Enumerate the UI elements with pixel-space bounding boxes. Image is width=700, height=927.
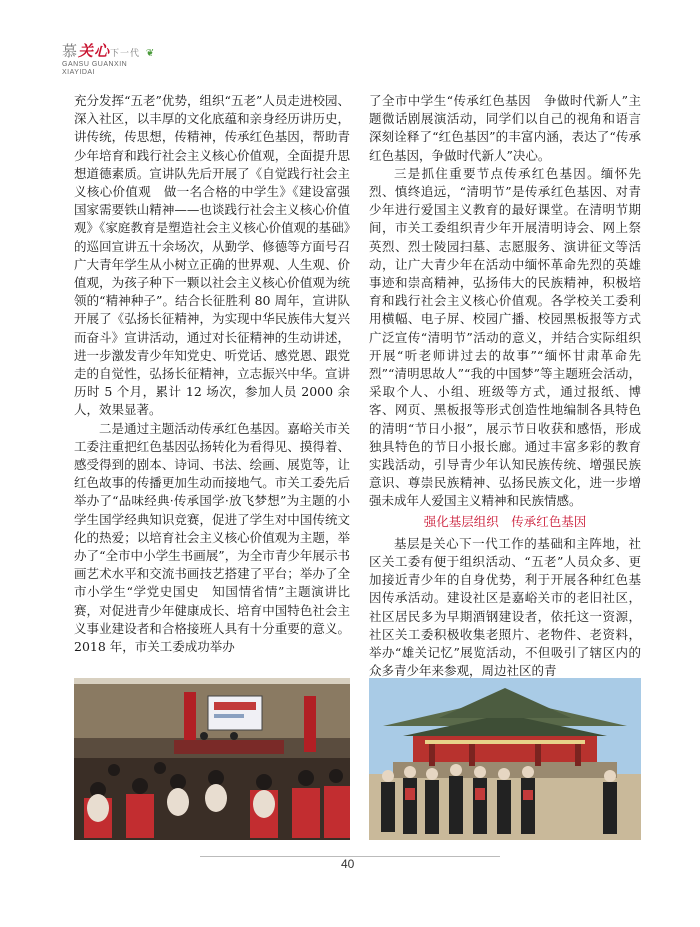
masthead-sub1: GANSU GUANXIN [62, 61, 128, 68]
masthead-title-char: 慕 [62, 42, 79, 60]
left-column [74, 92, 350, 656]
page-number: 40 [341, 857, 355, 871]
right-column [369, 92, 641, 681]
left-paragraph-1: 充分发挥“五老”优势，组织“五老”人员走进校园、深入社区，以丰厚的文化底蕴和亲身经历讲历史，讲传统，传思想，传精神，传承红色基因，帮助青少年培育和践行社会主义核心价值观，全面提升思想道德素质。宣讲队先后开展了《自觉践行社会主义核心价值观 做一名合格的中学生》《建设富强国家需要铁山精神——也谈践行社会主义核心价值观》《家庭教育是塑造社会主义核心价值观的基础》的巡回宣讲五十余场次，从勤学、修德等方面号召广大青年学生从小树立正确的世界观、人生观、价值观，为孩子种下一颗以社会主义核心价值观为统领的“精神种子”。结合长征胜利 80 周年，宣讲队开展了《弘扬长征精神，为实现中华民族伟大复兴而奋斗》宣讲活动，通过对长征精神的生动讲述，进一步激发青少年知党史、听党话、感党恩、跟党走的自觉性，弘扬长征精神，立志振兴中华。宣讲历时 5 个月，累计 12 场次，参加人员 2000 余人，效果显著。 [74, 93, 350, 418]
masthead-title-small: 下一代 [110, 49, 141, 59]
left-paragraph-2: 二是通过主题活动传承红色基因。嘉峪关市关工委注重把红色基因弘扬转化为看得见、摸得着、感受得到的剧本、诗词、书法、绘画、展览等，让红色故事的传播更加生动而接地气。市关工委先后举办了“品味经典·传承国学·放飞梦想”为主题的小学生国学经典知识竞赛，促进了学生对中国传统文化的热爱；以培育社会主义核心价值观为主题，举办了“全市中小学生书画展”，为全市青少年展示书画艺术水平和交流书画技艺搭建了平台；举办了全市小学生“学党史国史 知国情省情”主题演讲比赛，对促进青少年健康成长、培育中国特色社会主义事业建设者和合格接班人具有十分重要的意义。2018 年，市关工委成功举办 [74, 420, 350, 655]
right-paragraph-3: 基层是关心下一代工作的基础和主阵地，社区关工委有便于组织活动、“五老”人员众多、更加接近青少年的自身优势，利于开展各种红色基因传承活动。建设社区是嘉峪关市的老旧社区，社区居民多为早期酒钢建设者，依托这一资源，社区关工委积极收集老照片、老物件、老资料，举办“雄关记忆”展览活动，不但吸引了辖区内的众多青少年来参观，周边社区的青 [369, 535, 641, 679]
leaf-icon: ❦ [145, 48, 156, 59]
right-paragraph-1: 了全市中学生“传承红色基因 争做时代新人”主题微话剧展演活动，同学们以自己的视角和语言深刻诠释了“红色基因”的丰富内涵，表达了“传承红色基因，争做时代新人”决心。 [369, 93, 641, 163]
masthead-title-accent: 关心 [78, 42, 111, 60]
right-paragraph-2: 三是抓住重要节点传承红色基因。缅怀先烈、慎终追远，“清明节”是传承红色基因、对青少年进行爱国主义教育的最好课堂。在清明节期间，市关工委组织青少年开展清明诗会、网上祭英烈、烈士陵园扫墓、志愿服务、演讲征文等活动，让广大青少年在活动中缅怀革命先烈的英雄事迹和崇高精神，弘扬伟大的民族精神，积极培育和践行社会主义核心价值观。各学校关工委利用横幅、电子屏、校园广播、校园黑板报等方式广泛宣传“清明节”活动的意义，并结合实际组织开展“听老师讲过去的故事”“缅怀甘肃革命先烈”“清明思故人”“我的中国梦”等主题班会活动，采取个人、小组、班级等方式，通过报纸、博客、网页、黑板报等形式创造性地编制各具特色的清明“节日小报”，展示节日收获和感悟，形成独具特色的节日小报长廊。通过丰富多彩的教育实践活动，引导青少年认知民族传统、增强民族意识、尊崇民族精神、弘扬民族文化，进一步增强未成年人爱国主义精神和民族情感。 [369, 165, 641, 509]
lecture-hall-photo [74, 678, 350, 840]
pavilion-group-photo [369, 678, 641, 840]
masthead-logo [62, 40, 182, 84]
section-subheading: 强化基层组织 传承红色基因 [423, 513, 587, 529]
masthead-sub2: XIAYIDAI [62, 69, 96, 76]
masthead-title [62, 40, 182, 61]
